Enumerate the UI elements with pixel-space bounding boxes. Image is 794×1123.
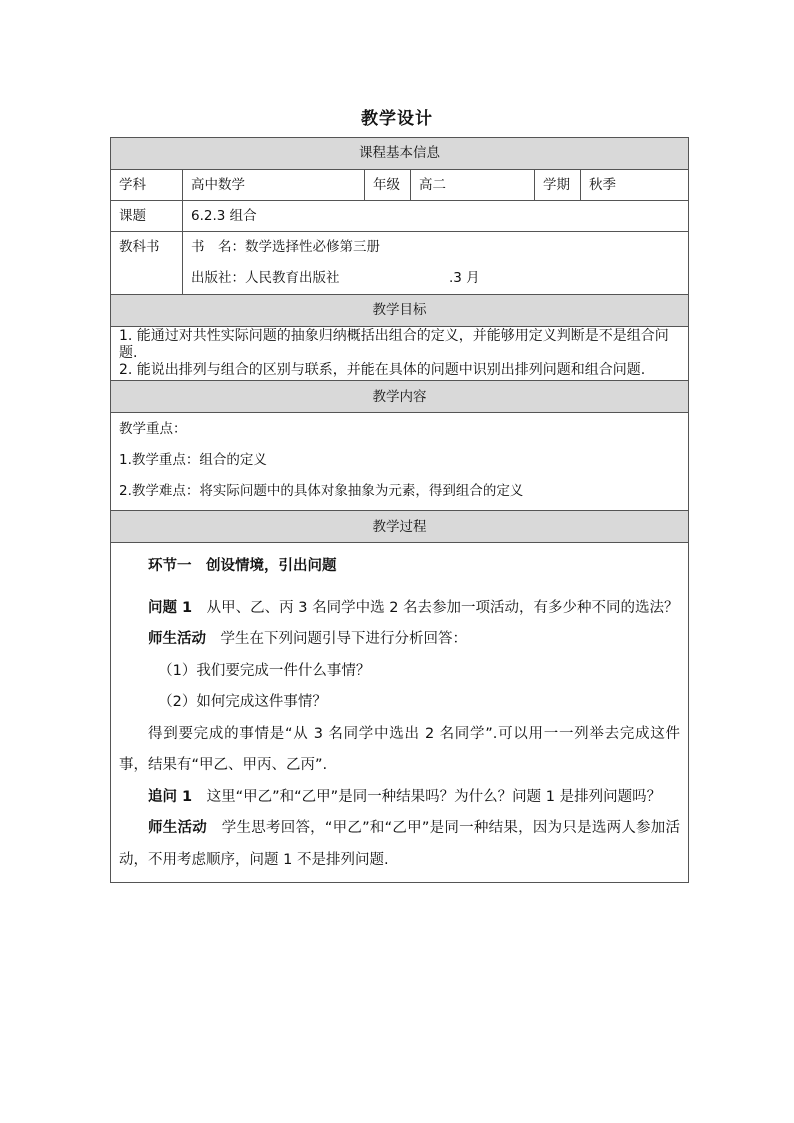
activity-2-label: 师生活动	[148, 820, 207, 837]
topic-value: 6.2.3 组合	[183, 201, 689, 232]
followup-question-1	[119, 782, 680, 814]
topic-label: 课题	[111, 201, 183, 232]
difficulty-point: 2.教学难点：将实际问题中的具体对象抽象为元素，得到组合的定义	[119, 483, 524, 500]
question-1-text: 从甲、乙、丙 3 名同学中选 2 名去参加一项活动，有多少种不同的选法？	[192, 599, 679, 616]
process-row	[111, 543, 689, 883]
topic-row	[111, 201, 689, 232]
objectives-header: 教学目标	[111, 295, 689, 327]
basic-info-header-row	[111, 138, 689, 170]
key-points-title: 教学重点：	[119, 421, 187, 438]
objectives-cell	[111, 327, 689, 381]
objective-item: 1. 能通过对共性实际问题的抽象归纳概括出组合的定义，并能够用定义判断是不是组合问题.	[119, 328, 669, 361]
term-label: 学期	[535, 170, 581, 201]
lesson-plan-table	[110, 137, 689, 883]
content-row	[111, 413, 689, 511]
section-title: 环节一 创设情境，引出问题	[148, 558, 337, 575]
term-value: 秋季	[581, 170, 689, 201]
subject-row	[111, 170, 689, 201]
activity-2-text: 学生思考回答，“甲乙”和“乙甲”是同一种结果，因为只是选两人参加活动，不用考虑顺序，问题 1 不是排列问题.	[119, 820, 681, 868]
objective-item: 2. 能说出排列与组合的区别与联系，并能在具体的问题中识别出排列问题和组合问题.	[119, 361, 646, 378]
textbook-row	[111, 232, 689, 295]
explanation-paragraph: 得到要完成的事情是“从 3 名同学中选出 2 名同学”.可以用一一列举去完成这件事，结果有“甲乙、甲丙、乙丙”.	[119, 725, 681, 774]
objectives-row	[111, 327, 689, 381]
sub-question-1: （1）我们要完成一件什么事情？	[158, 662, 371, 679]
process-cell	[111, 543, 689, 883]
content-header-row	[111, 381, 689, 413]
followup-1-label: 追问 1	[148, 788, 193, 805]
subject-label: 学科	[111, 170, 183, 201]
activity-1-label: 师生活动	[148, 631, 206, 648]
publish-month: .3 月	[449, 270, 480, 286]
sub-question-2: （2）如何完成这件事情？	[158, 694, 327, 711]
document-title: 教学设计	[361, 109, 433, 129]
question-1-label: 问题 1	[148, 599, 193, 616]
textbook-label: 教科书	[111, 232, 183, 295]
grade-label: 年级	[365, 170, 411, 201]
grade-value: 高二	[411, 170, 535, 201]
activity-1-text: 学生在下列问题引导下进行分析回答：	[206, 631, 467, 648]
key-point: 1.教学重点：组合的定义	[119, 452, 267, 469]
process-header-row	[111, 511, 689, 543]
activity-1	[119, 624, 680, 656]
subject-value: 高中数学	[183, 170, 365, 201]
book-name-line: 书 名：数学选择性必修第三册	[191, 239, 380, 255]
question-1	[119, 593, 680, 625]
followup-1-text: 这里“甲乙”和“乙甲”是同一种结果吗？为什么？问题 1 是排列问题吗？	[192, 788, 662, 805]
basic-info-header: 课程基本信息	[111, 138, 689, 170]
activity-2	[119, 813, 680, 876]
process-header: 教学过程	[111, 511, 689, 543]
content-cell	[111, 413, 689, 511]
content-header: 教学内容	[111, 381, 689, 413]
publisher-line	[183, 263, 688, 294]
textbook-info	[183, 232, 689, 295]
objectives-header-row	[111, 295, 689, 327]
publisher-name: 出版社：人民教育出版社	[191, 270, 340, 286]
